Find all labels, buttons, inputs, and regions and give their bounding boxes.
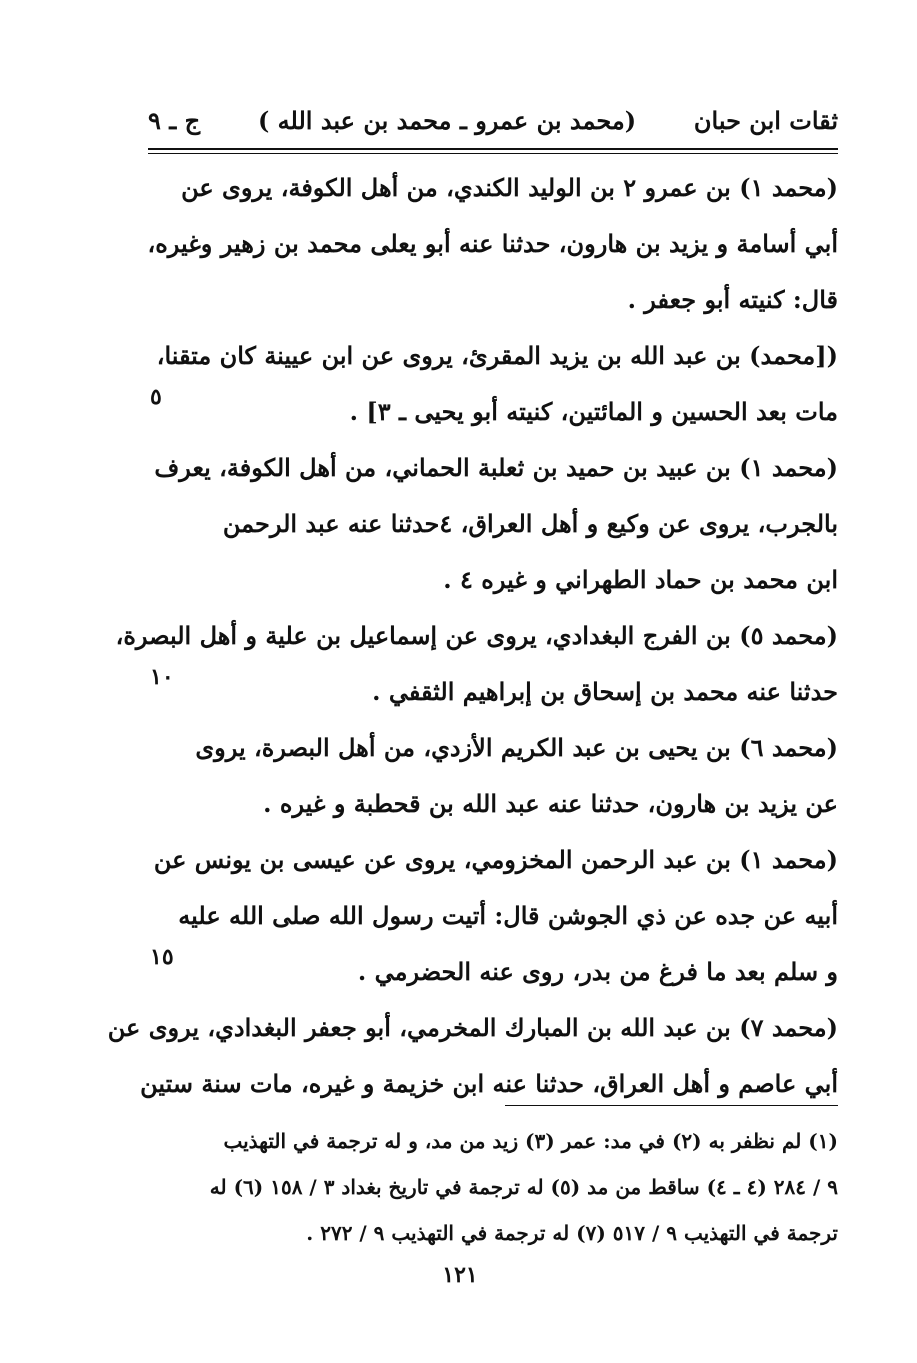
- running-header: [148, 100, 838, 140]
- text-line: (محمد ٦) بن يحيى بن عبد الكريم الأزدي، من أهل البصرة، يروى: [195, 733, 838, 762]
- text-line: (محمد ١) بن عبد الرحمن المخزومي، يروى عن عيسى بن يونس عن: [153, 845, 838, 874]
- text-line: أبي أسامة و يزيد بن هارون، حدثنا عنه أبو يعلى محمد بن زهير وغيره،: [147, 229, 838, 258]
- text-line: ([محمد) بن عبد الله بن يزيد المقرئ، يروى عن ابن عيينة كان متقنا،: [156, 341, 838, 370]
- footnotes: [178, 1118, 838, 1256]
- text-line: (محمد ١) بن عبيد بن حميد بن ثعلبة الحماني، من أهل الكوفة، يعرف: [154, 453, 838, 482]
- text-line: بالجرب، يروى عن وكيع و أهل العراق، ٤حدثنا عنه عبد الرحمن: [222, 509, 838, 538]
- footnote-line: ٩ / ٢٨٤ (٤ ـ ٤) ساقط من مد (٥) له ترجمة في تاريخ بغداد ٣ / ١٥٨ (٦) له: [209, 1175, 838, 1199]
- book-title: ثقات ابن حبان: [693, 105, 838, 135]
- text-line: أبي عاصم و أهل العراق، حدثنا عنه ابن خزيمة و غيره، مات سنة ستين: [140, 1069, 838, 1098]
- line-number-15: ١٥: [150, 944, 174, 970]
- text-line: و سلم بعد ما فرغ من بدر، روى عنه الحضرمي .: [357, 957, 838, 986]
- text-line: ابن محمد بن حماد الطهراني و غيره ٤ .: [443, 565, 838, 594]
- text-line: (محمد ٧) بن عبد الله بن المبارك المخرمي، أبو جعفر البغدادي، يروى عن: [107, 1013, 838, 1042]
- footnote-line: ترجمة في التهذيب ٩ / ٥١٧ (٧) له ترجمة في التهذيب ٩ / ٢٧٢ .: [306, 1221, 838, 1245]
- text-line: قال: كنيته أبو جعفر .: [627, 285, 838, 314]
- line-number-5: ٥: [150, 384, 162, 410]
- text-line: حدثنا عنه محمد بن إسحاق بن إبراهيم الثقفي .: [372, 677, 838, 706]
- volume-label: ج ـ ٩: [148, 105, 201, 135]
- text-line: مات بعد الحسين و المائتين، كنيته أبو يحيى ـ ٣] .: [349, 397, 838, 426]
- footnote-separator: [505, 1105, 838, 1106]
- header-rule-thick: [148, 148, 838, 150]
- line-number-10: ١٠: [150, 664, 174, 690]
- text-line: (محمد ٥) بن الفرج البغدادي، يروى عن إسماعيل بن علية و أهل البصرة،: [115, 621, 838, 650]
- text-line: أبيه عن جده عن ذي الجوشن قال: أتيت رسول الله صلى الله عليه: [178, 901, 838, 930]
- text-line: (محمد ١) بن عمرو ٢ بن الوليد الكندي، من أهل الكوفة، يروى عن: [181, 173, 838, 202]
- text-line: عن يزيد بن هارون، حدثنا عنه عبد الله بن قحطبة و غيره .: [263, 789, 838, 818]
- page-number: ١٢١: [442, 1262, 478, 1288]
- header-rule-thin: [148, 153, 838, 154]
- footnote-line: (١) لم نظفر به (٢) في مد: عمر (٣) زيد من مد، و له ترجمة في التهذيب: [223, 1129, 838, 1153]
- section-range: (محمد بن عمرو ـ محمد بن عبد الله ): [257, 105, 637, 135]
